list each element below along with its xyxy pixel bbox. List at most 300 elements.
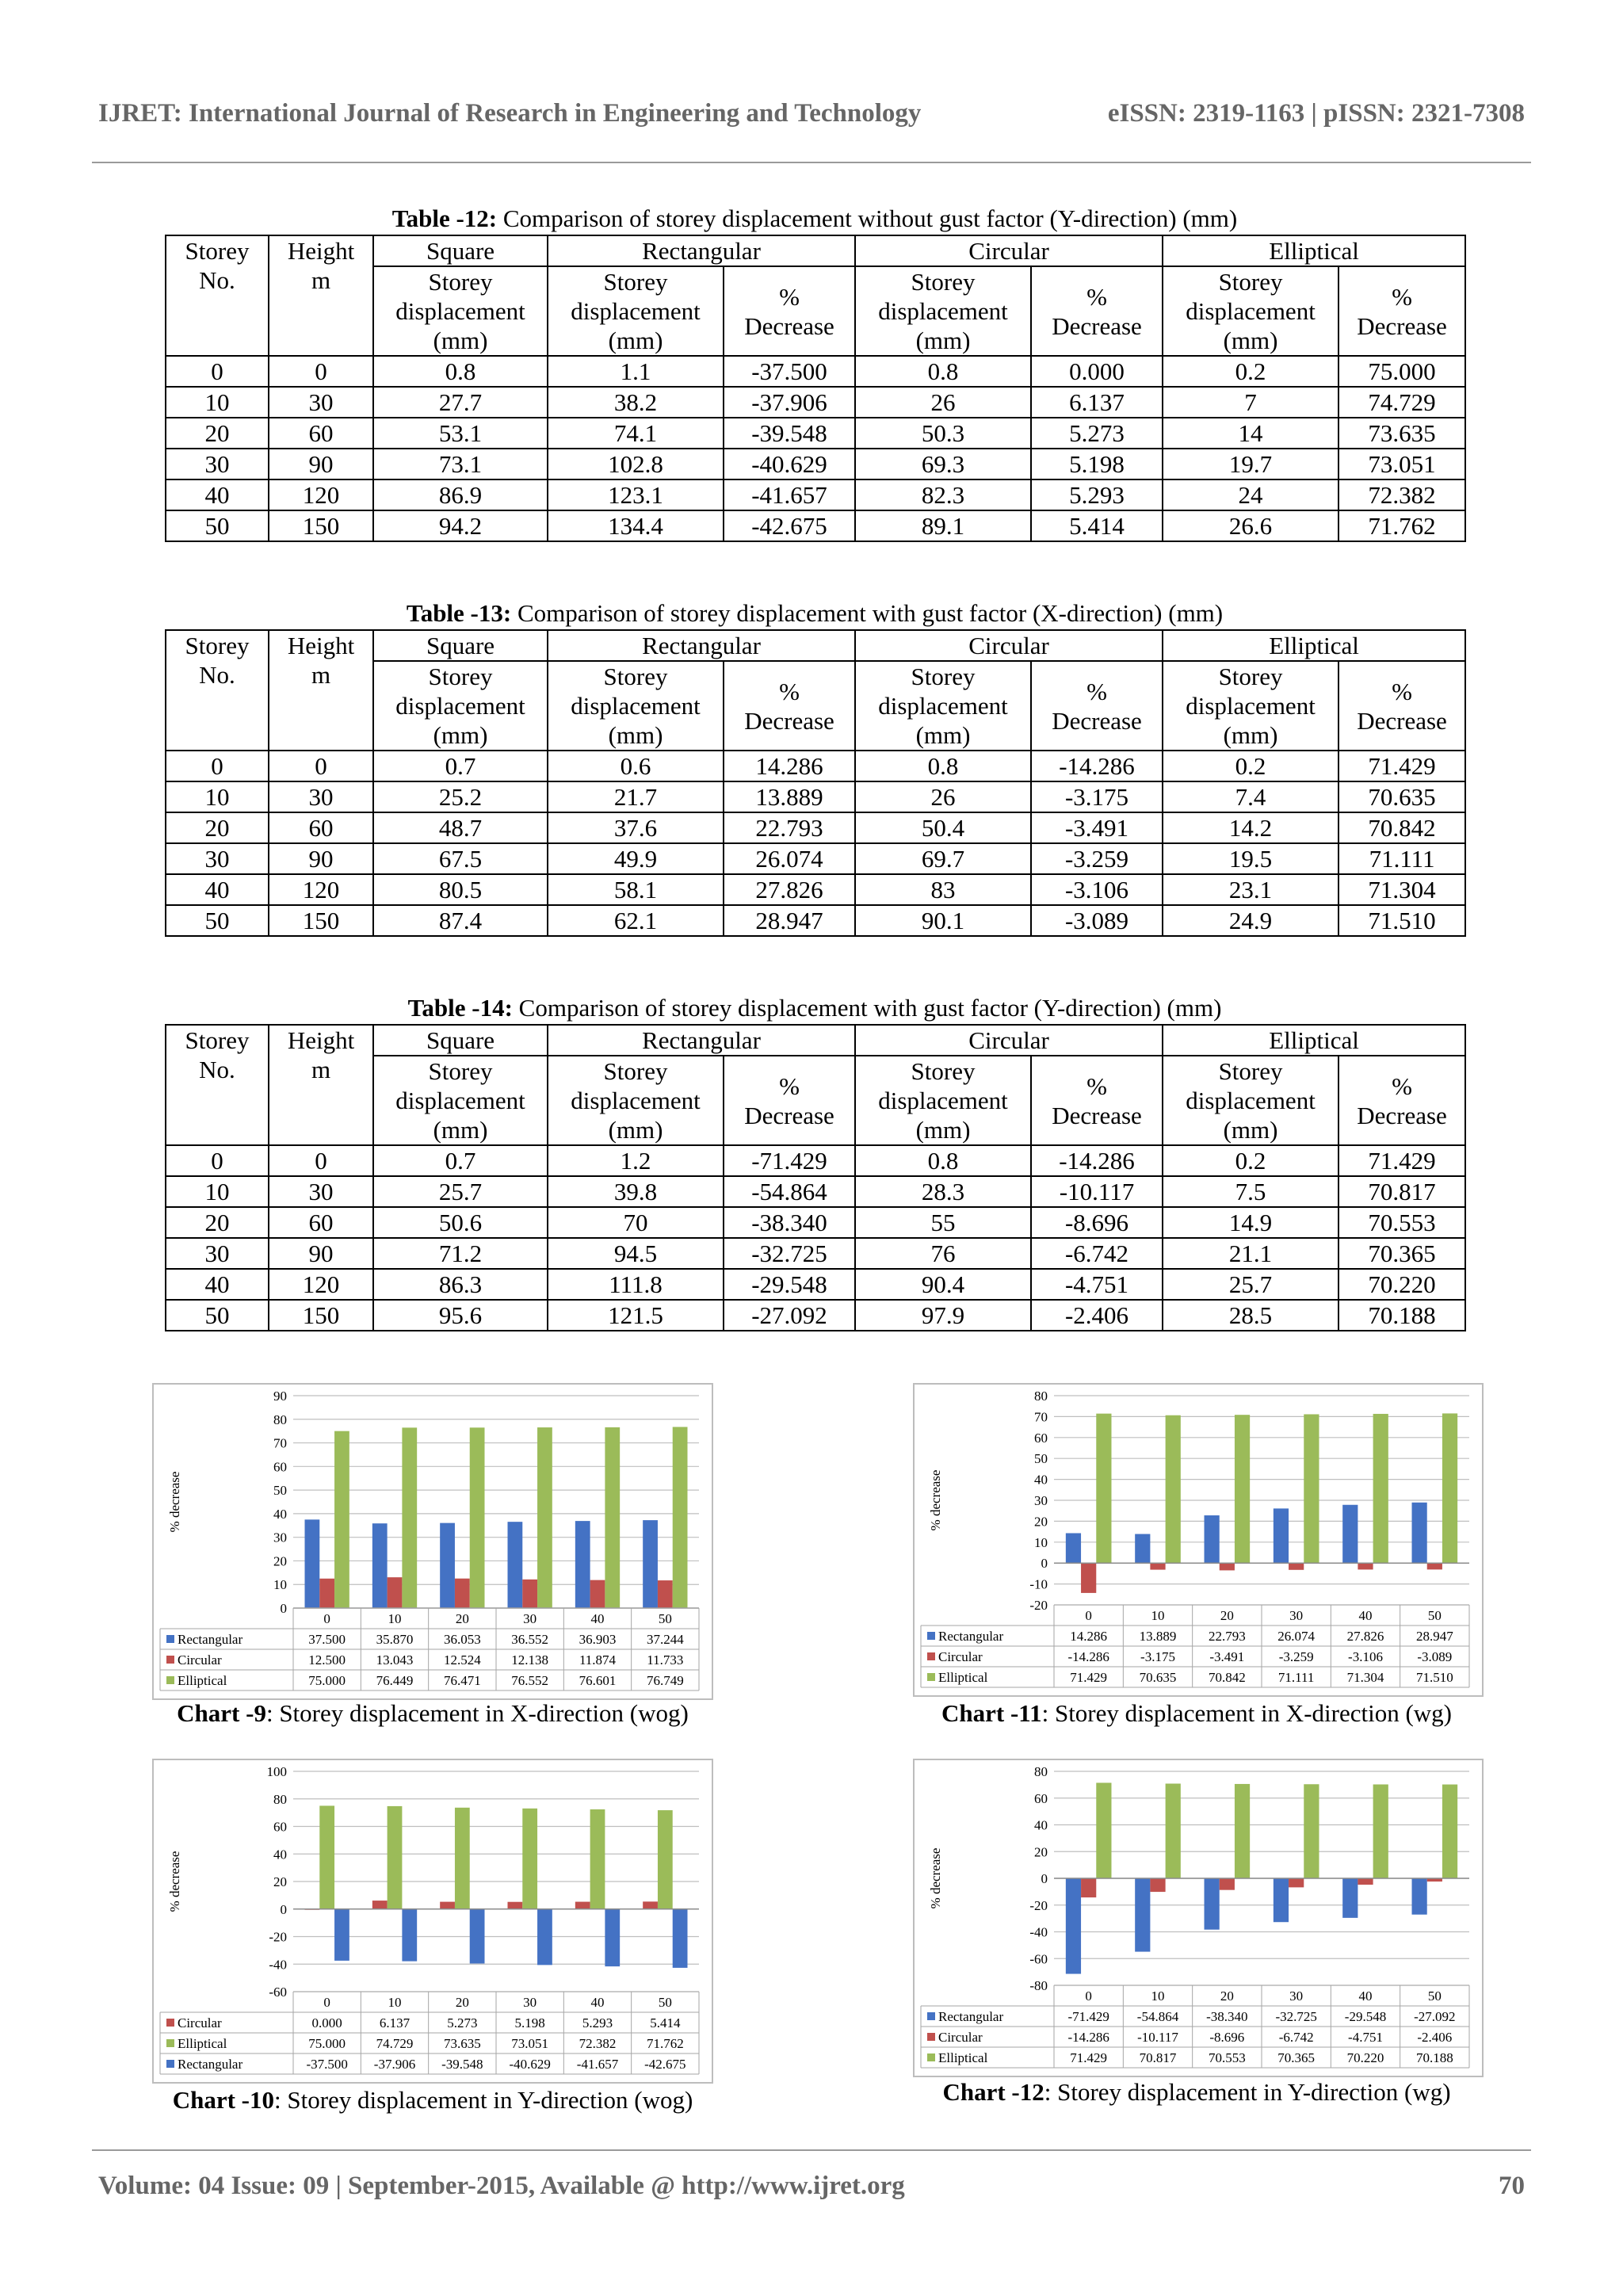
table-cell: 0 bbox=[269, 356, 373, 387]
data-label: 70.817 bbox=[1139, 2050, 1177, 2065]
decrease-header bbox=[1031, 266, 1163, 356]
data-label: 76.552 bbox=[511, 1673, 549, 1688]
bar bbox=[1081, 1878, 1096, 1897]
table-cell: -38.340 bbox=[724, 1207, 855, 1238]
table-cell: 75.000 bbox=[1338, 356, 1465, 387]
y-tick-label: -10 bbox=[1029, 1576, 1048, 1592]
bar bbox=[1135, 1878, 1150, 1952]
table-row bbox=[166, 418, 1465, 449]
data-label: 5.414 bbox=[650, 2015, 681, 2030]
bar bbox=[1096, 1414, 1111, 1564]
y-tick-label: 60 bbox=[273, 1459, 287, 1475]
x-tick-label: 50 bbox=[1427, 1988, 1442, 2004]
bar bbox=[575, 1902, 590, 1909]
table-cell: 70.553 bbox=[1338, 1207, 1465, 1238]
chart-10-box bbox=[152, 1759, 713, 2084]
data-label: -3.089 bbox=[1417, 1649, 1453, 1664]
header-text: % bbox=[1392, 1072, 1412, 1100]
table-cell: 67.5 bbox=[373, 843, 548, 874]
table-cell: 19.7 bbox=[1163, 449, 1338, 479]
y-tick-label: 50 bbox=[273, 1483, 287, 1499]
bar bbox=[508, 1522, 523, 1608]
y-tick-label: 60 bbox=[273, 1819, 287, 1835]
elliptical-header bbox=[1163, 235, 1465, 266]
x-tick-label: 10 bbox=[1151, 1988, 1165, 2004]
table-cell: -71.429 bbox=[724, 1145, 855, 1176]
bar bbox=[372, 1901, 388, 1909]
data-label: 12.138 bbox=[511, 1652, 549, 1668]
table-caption bbox=[165, 599, 1465, 629]
table-cell: 53.1 bbox=[373, 418, 548, 449]
data-label: -40.629 bbox=[509, 2057, 551, 2072]
bar bbox=[1150, 1878, 1165, 1892]
table-cell: 40 bbox=[166, 874, 269, 905]
decrease-header bbox=[1031, 1056, 1163, 1145]
data-label: 70.220 bbox=[1346, 2050, 1384, 2065]
y-tick-label: -20 bbox=[1029, 1598, 1048, 1613]
legend-label: Circular bbox=[178, 1652, 222, 1668]
header-text: Decrease bbox=[1357, 706, 1447, 735]
table-cell: 1.2 bbox=[548, 1145, 724, 1176]
table-row bbox=[166, 449, 1465, 479]
y-tick-label: 30 bbox=[273, 1530, 287, 1545]
table-cell: 5.273 bbox=[1031, 418, 1163, 449]
header-text: Decrease bbox=[744, 311, 834, 340]
bar bbox=[1235, 1784, 1250, 1878]
table-cell: 71.304 bbox=[1338, 874, 1465, 905]
data-table bbox=[165, 1024, 1466, 1331]
table-cell: 71.2 bbox=[373, 1238, 548, 1269]
displacement-header bbox=[855, 661, 1031, 751]
data-label: 22.793 bbox=[1208, 1629, 1246, 1644]
displacement-header bbox=[373, 661, 548, 751]
table-cell: 30 bbox=[269, 1176, 373, 1207]
data-label: -54.864 bbox=[1136, 2009, 1179, 2024]
chart-10-caption bbox=[132, 2086, 734, 2115]
y-tick-label: 20 bbox=[273, 1553, 287, 1569]
table-cell: 14.9 bbox=[1163, 1207, 1338, 1238]
legend-label: Elliptical bbox=[178, 2036, 227, 2051]
table-cell: 134.4 bbox=[548, 510, 724, 541]
chart-12-box bbox=[913, 1759, 1484, 2077]
data-label: 75.000 bbox=[308, 2036, 346, 2051]
bar bbox=[1096, 1782, 1111, 1878]
legend-swatch bbox=[166, 2039, 174, 2047]
square-header bbox=[373, 235, 548, 266]
running-footer bbox=[98, 2172, 1525, 2203]
table-cell: 39.8 bbox=[548, 1176, 724, 1207]
bar bbox=[470, 1909, 485, 1964]
header-text: Decrease bbox=[1052, 706, 1142, 735]
data-label: -3.491 bbox=[1209, 1649, 1245, 1664]
table-cell: 87.4 bbox=[373, 905, 548, 936]
table-cell: 123.1 bbox=[548, 479, 724, 510]
header-text: (mm) bbox=[608, 1116, 663, 1144]
table-cell: -54.864 bbox=[724, 1176, 855, 1207]
header-text: (mm) bbox=[433, 327, 488, 354]
table-row bbox=[166, 781, 1465, 812]
header-text: % bbox=[779, 677, 800, 705]
header-text: (mm) bbox=[608, 721, 663, 749]
header-text: displacement bbox=[395, 692, 525, 720]
table-cell: 111.8 bbox=[548, 1269, 724, 1300]
y-tick-label: -40 bbox=[1029, 1924, 1048, 1940]
bar bbox=[1304, 1784, 1319, 1878]
data-label: 11.874 bbox=[579, 1652, 617, 1668]
decrease-header bbox=[1338, 661, 1465, 751]
header-text: Storey bbox=[1218, 268, 1283, 296]
legend-label: Rectangular bbox=[178, 2057, 243, 2072]
bar bbox=[1373, 1414, 1388, 1563]
table-title: Comparison of storey displacement with gust factor (Y-direction) (mm) bbox=[518, 994, 1222, 1022]
chart-12-caption-text: : Storey displacement in Y-direction (wg) bbox=[1044, 2078, 1451, 2106]
table-cell: 60 bbox=[269, 418, 373, 449]
table-cell: -3.259 bbox=[1031, 843, 1163, 874]
header-text: displacement bbox=[878, 1087, 1008, 1114]
chart-9-label: Chart -9 bbox=[177, 1699, 266, 1727]
table-cell: 0.6 bbox=[548, 751, 724, 781]
table-cell: 0.2 bbox=[1163, 1145, 1338, 1176]
x-tick-label: 50 bbox=[1427, 1608, 1442, 1623]
table-cell: 1.1 bbox=[548, 356, 724, 387]
header-text: Square bbox=[426, 1026, 495, 1054]
data-label: 36.552 bbox=[511, 1632, 549, 1647]
table-cell: 83 bbox=[855, 874, 1031, 905]
x-tick-label: 20 bbox=[455, 1611, 469, 1626]
table-cell: 10 bbox=[166, 387, 269, 418]
y-tick-label: 0 bbox=[280, 1601, 287, 1616]
table-cell: 86.9 bbox=[373, 479, 548, 510]
table-row bbox=[166, 1145, 1465, 1176]
data-label: -42.675 bbox=[644, 2057, 686, 2072]
table-cell: 102.8 bbox=[548, 449, 724, 479]
bar bbox=[1081, 1563, 1096, 1593]
table-cell: 73.1 bbox=[373, 449, 548, 479]
data-label: -6.742 bbox=[1278, 2030, 1314, 2045]
y-axis-title: % decrease bbox=[928, 1847, 943, 1909]
table-cell: 80.5 bbox=[373, 874, 548, 905]
table-cell: 24 bbox=[1163, 479, 1338, 510]
table-cell: 19.5 bbox=[1163, 843, 1338, 874]
journal-title: IJRET: International Journal of Research in Engineering and Technology bbox=[98, 99, 922, 128]
chart-9-caption-text: : Storey displacement in X-direction (wog) bbox=[265, 1699, 689, 1727]
rectangular-header bbox=[548, 235, 855, 266]
data-label: -14.286 bbox=[1067, 2030, 1109, 2045]
chart-11-label: Chart -11 bbox=[941, 1699, 1042, 1727]
bar bbox=[1427, 1563, 1442, 1569]
bar bbox=[1412, 1503, 1427, 1563]
table-cell: 120 bbox=[269, 1269, 373, 1300]
displacement-header bbox=[855, 266, 1031, 356]
table-cell: 6.137 bbox=[1031, 387, 1163, 418]
table-cell: 10 bbox=[166, 781, 269, 812]
table-cell: 5.293 bbox=[1031, 479, 1163, 510]
header-text: Decrease bbox=[744, 706, 834, 735]
header-text: displacement bbox=[395, 1087, 525, 1114]
table-cell: 71.429 bbox=[1338, 1145, 1465, 1176]
table-cell: 0.2 bbox=[1163, 751, 1338, 781]
data-label: -3.106 bbox=[1348, 1649, 1383, 1664]
data-label: 70.365 bbox=[1277, 2050, 1316, 2065]
chart-9-box bbox=[152, 1383, 713, 1700]
table-cell: -37.906 bbox=[724, 387, 855, 418]
displacement-header bbox=[548, 1056, 724, 1145]
header-text: Storey bbox=[911, 268, 976, 296]
table-cell: 27.826 bbox=[724, 874, 855, 905]
table-cell: 0.8 bbox=[855, 1145, 1031, 1176]
data-label: -37.906 bbox=[373, 2057, 416, 2072]
header-text: m bbox=[311, 1056, 331, 1083]
table-cell: 90.1 bbox=[855, 905, 1031, 936]
y-axis-title: % decrease bbox=[167, 1471, 182, 1533]
y-tick-label: 100 bbox=[266, 1764, 287, 1779]
table-cell: 20 bbox=[166, 418, 269, 449]
chart-9-caption bbox=[147, 1699, 718, 1728]
bar bbox=[1166, 1415, 1181, 1563]
table-cell: 23.1 bbox=[1163, 874, 1338, 905]
data-label: -41.657 bbox=[576, 2057, 619, 2072]
table-cell: -37.500 bbox=[724, 356, 855, 387]
data-label: -38.340 bbox=[1206, 2009, 1248, 2024]
header-text: displacement bbox=[395, 297, 525, 325]
header-text: Elliptical bbox=[1269, 237, 1359, 265]
table-cell: 0 bbox=[269, 751, 373, 781]
legend-label: Circular bbox=[178, 2015, 222, 2030]
displacement-header bbox=[1163, 661, 1338, 751]
table-12 bbox=[165, 204, 1465, 542]
volume-info: Volume: 04 Issue: 09 | September-2015, Available @ http://www.ijret.org bbox=[98, 2172, 905, 2200]
y-tick-label: 60 bbox=[1034, 1430, 1048, 1446]
x-tick-label: 0 bbox=[323, 1995, 330, 2010]
bar bbox=[1274, 1878, 1289, 1922]
displacement-header bbox=[548, 661, 724, 751]
table-cell: 22.793 bbox=[724, 812, 855, 843]
x-tick-label: 50 bbox=[658, 1995, 672, 2010]
table-cell: 94.5 bbox=[548, 1238, 724, 1269]
table-cell: 0.7 bbox=[373, 1145, 548, 1176]
y-tick-label: 80 bbox=[1034, 1389, 1048, 1404]
header-text: % bbox=[1086, 282, 1107, 311]
data-label: 36.903 bbox=[579, 1632, 617, 1647]
x-tick-label: 10 bbox=[388, 1611, 402, 1626]
height-header bbox=[269, 630, 373, 751]
table-cell: 26.6 bbox=[1163, 510, 1338, 541]
x-tick-label: 40 bbox=[590, 1995, 605, 2010]
table-cell: 50.4 bbox=[855, 812, 1031, 843]
header-text: Decrease bbox=[744, 1101, 834, 1129]
table-cell: 86.3 bbox=[373, 1269, 548, 1300]
square-header bbox=[373, 1025, 548, 1056]
bar bbox=[1442, 1785, 1457, 1878]
table-cell: -3.106 bbox=[1031, 874, 1163, 905]
y-tick-label: -20 bbox=[1029, 1897, 1048, 1913]
y-tick-label: 0 bbox=[1041, 1871, 1048, 1886]
rectangular-header bbox=[548, 630, 855, 661]
table-cell: 21.7 bbox=[548, 781, 724, 812]
bar bbox=[388, 1577, 403, 1608]
table-row bbox=[166, 479, 1465, 510]
table-cell: 0.7 bbox=[373, 751, 548, 781]
y-tick-label: 20 bbox=[1034, 1844, 1048, 1860]
header-text: % bbox=[779, 1072, 800, 1100]
data-table bbox=[165, 235, 1466, 542]
legend-label: Elliptical bbox=[178, 1673, 227, 1688]
table-cell: 150 bbox=[269, 905, 373, 936]
table-title: Comparison of storey displacement with gust factor (X-direction) (mm) bbox=[517, 599, 1224, 627]
y-tick-label: 90 bbox=[273, 1389, 287, 1404]
header-text: (mm) bbox=[1223, 1116, 1278, 1144]
bar bbox=[1358, 1563, 1373, 1569]
bar bbox=[658, 1810, 673, 1909]
table-cell: 30 bbox=[269, 387, 373, 418]
table-cell: 26.074 bbox=[724, 843, 855, 874]
bar bbox=[643, 1520, 658, 1608]
x-tick-label: 0 bbox=[323, 1611, 330, 1626]
header-text: (mm) bbox=[433, 721, 488, 749]
x-tick-label: 30 bbox=[523, 1995, 537, 2010]
table-cell: -40.629 bbox=[724, 449, 855, 479]
data-label: 70.635 bbox=[1139, 1670, 1177, 1685]
table-cell: 97.9 bbox=[855, 1300, 1031, 1331]
table-cell: 150 bbox=[269, 1300, 373, 1331]
table-cell: 50 bbox=[166, 1300, 269, 1331]
header-text: m bbox=[311, 266, 331, 294]
bar bbox=[455, 1808, 470, 1909]
table-cell: 90 bbox=[269, 1238, 373, 1269]
page-number: 70 bbox=[1499, 2172, 1525, 2200]
bar bbox=[402, 1909, 417, 1962]
table-caption bbox=[165, 994, 1465, 1024]
table-cell: 74.729 bbox=[1338, 387, 1465, 418]
circular-header bbox=[855, 235, 1163, 266]
table-cell: 62.1 bbox=[548, 905, 724, 936]
header-text: Storey bbox=[185, 237, 250, 265]
header-text: Storey bbox=[428, 663, 493, 690]
data-label: 71.510 bbox=[1415, 1670, 1453, 1685]
data-label: 75.000 bbox=[308, 1673, 346, 1688]
legend-label: Circular bbox=[938, 1649, 983, 1664]
data-label: 5.293 bbox=[582, 2015, 613, 2030]
table-cell: 28.5 bbox=[1163, 1300, 1338, 1331]
y-tick-label: -20 bbox=[269, 1929, 287, 1945]
data-label: 37.244 bbox=[646, 1632, 684, 1647]
bar bbox=[522, 1809, 537, 1909]
table-row bbox=[166, 387, 1465, 418]
bar bbox=[440, 1902, 455, 1909]
header-text: Storey bbox=[911, 663, 976, 690]
chart-12-caption bbox=[911, 2078, 1482, 2107]
header-text: Circular bbox=[968, 237, 1049, 265]
header-text: Circular bbox=[968, 632, 1049, 659]
y-tick-label: 10 bbox=[273, 1577, 287, 1593]
square-header bbox=[373, 630, 548, 661]
table-cell: 70.220 bbox=[1338, 1269, 1465, 1300]
bar bbox=[334, 1909, 349, 1961]
data-label: 0.000 bbox=[311, 2015, 342, 2030]
table-cell: 28.947 bbox=[724, 905, 855, 936]
header-text: Height bbox=[287, 632, 355, 659]
table-cell: 0.8 bbox=[855, 356, 1031, 387]
y-axis-title: % decrease bbox=[167, 1851, 182, 1912]
legend-swatch bbox=[166, 1635, 174, 1643]
decrease-header bbox=[724, 266, 855, 356]
bar bbox=[673, 1427, 688, 1608]
bar bbox=[605, 1427, 620, 1608]
bar bbox=[1342, 1878, 1358, 1918]
header-text: No. bbox=[199, 661, 235, 689]
bar bbox=[1373, 1785, 1388, 1878]
y-tick-label: 80 bbox=[1034, 1764, 1048, 1779]
data-label: 26.074 bbox=[1277, 1629, 1316, 1644]
decrease-header bbox=[724, 661, 855, 751]
table-cell: 74.1 bbox=[548, 418, 724, 449]
table-cell: 73.051 bbox=[1338, 449, 1465, 479]
header-text: Storey bbox=[428, 1057, 493, 1085]
table-cell: 58.1 bbox=[548, 874, 724, 905]
displacement-header bbox=[1163, 266, 1338, 356]
table-label: Table -14: bbox=[407, 994, 513, 1022]
table-row bbox=[166, 510, 1465, 541]
header-text: Height bbox=[287, 1026, 355, 1054]
issn: eISSN: 2319-1163 | pISSN: 2321-7308 bbox=[1107, 99, 1525, 128]
table-cell: -27.092 bbox=[724, 1300, 855, 1331]
header-text: displacement bbox=[1186, 1087, 1316, 1114]
bar bbox=[1289, 1878, 1304, 1887]
bar bbox=[1135, 1534, 1150, 1564]
table-cell: 26 bbox=[855, 781, 1031, 812]
data-label: 71.762 bbox=[646, 2036, 684, 2051]
table-cell: 5.198 bbox=[1031, 449, 1163, 479]
table-cell: -6.742 bbox=[1031, 1238, 1163, 1269]
y-axis-title: % decrease bbox=[928, 1469, 943, 1531]
bar bbox=[1166, 1783, 1181, 1878]
table-row bbox=[166, 905, 1465, 936]
table-cell: 150 bbox=[269, 510, 373, 541]
chart-11 bbox=[915, 1385, 1482, 1695]
data-label: -27.092 bbox=[1414, 2009, 1456, 2024]
data-label: 5.273 bbox=[447, 2015, 478, 2030]
table-cell: 70 bbox=[548, 1207, 724, 1238]
header-text: Storey bbox=[603, 1057, 668, 1085]
table-cell: 70.842 bbox=[1338, 812, 1465, 843]
table-cell: -10.117 bbox=[1031, 1176, 1163, 1207]
data-label: 13.889 bbox=[1139, 1629, 1177, 1644]
header-text: (mm) bbox=[433, 1116, 488, 1144]
table-cell: 70.188 bbox=[1338, 1300, 1465, 1331]
x-tick-label: 0 bbox=[1085, 1988, 1092, 2004]
y-tick-label: 50 bbox=[1034, 1451, 1048, 1467]
table-cell: 14.2 bbox=[1163, 812, 1338, 843]
elliptical-header bbox=[1163, 1025, 1465, 1056]
header-text: % bbox=[1086, 677, 1107, 705]
table-cell: -2.406 bbox=[1031, 1300, 1163, 1331]
table-cell: 30 bbox=[166, 1238, 269, 1269]
table-cell: 10 bbox=[166, 1176, 269, 1207]
bar bbox=[522, 1580, 537, 1608]
decrease-header bbox=[1031, 661, 1163, 751]
data-label: 36.053 bbox=[443, 1632, 481, 1647]
header-text: m bbox=[311, 661, 331, 689]
x-tick-label: 10 bbox=[1151, 1608, 1165, 1623]
data-table bbox=[165, 629, 1466, 937]
table-cell: 5.414 bbox=[1031, 510, 1163, 541]
bar bbox=[1220, 1878, 1235, 1890]
header-text: Storey bbox=[1218, 1057, 1283, 1085]
table-cell: 7.4 bbox=[1163, 781, 1338, 812]
chart-11-caption bbox=[911, 1699, 1482, 1728]
y-tick-label: 30 bbox=[1034, 1493, 1048, 1508]
table-cell: 95.6 bbox=[373, 1300, 548, 1331]
